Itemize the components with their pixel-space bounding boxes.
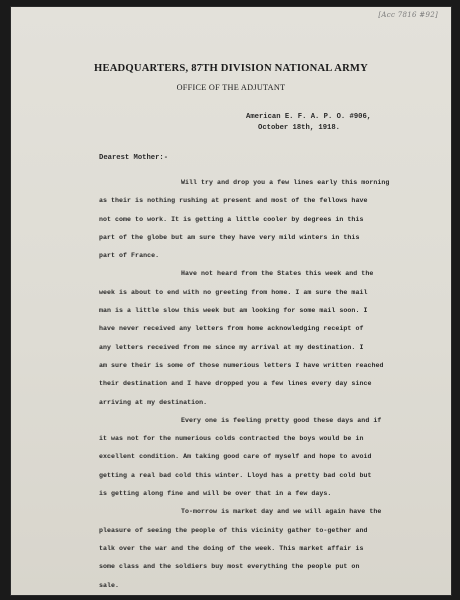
letter-date: October 18th, 1918. — [258, 124, 340, 132]
body-line: arriving at my destination. — [99, 398, 208, 406]
body-line: talk over the war and the doing of the week. This market affair is — [99, 544, 364, 552]
body-line: Have not heard from the States this week and the — [181, 270, 374, 278]
body-line: getting a real bad cold this winter. Lloyd has a pretty bad cold but — [99, 471, 372, 479]
address-line: American E. F. A. P. O. #906, — [246, 113, 372, 121]
body-line: To-morrow is market day and we will again have the — [181, 508, 382, 516]
body-line: pleasure of seeing the people of this vicinity gather to-gether and — [99, 526, 368, 534]
body-line: some class and the soldiers buy most everything the people put on — [99, 563, 360, 571]
letter-page — [10, 6, 452, 596]
body-line: Will try and drop you a few lines early this morning — [181, 179, 390, 186]
body-line: as their is nothing rushing at present and most of the fellows have — [99, 197, 368, 205]
letterhead-subtitle: OFFICE OF THE ADJUTANT — [176, 83, 286, 92]
address-block — [246, 112, 371, 134]
body-line: have never received any letters from home acknowledging receipt of — [99, 325, 364, 333]
body-line: any letters received from me since my arrival at my destination. I — [99, 343, 364, 351]
body-line: week is about to end with no greeting from home. I am sure the mail — [99, 288, 368, 296]
body-line: am sure their is some of those numerious letters I have written reached — [99, 361, 384, 369]
body-line: is getting along fine and will be over that in a few days. — [99, 490, 332, 498]
body-line: their destination and I have dropped you a few lines every day since — [99, 380, 372, 388]
body-line: not come to work. It is getting a little cooler by degrees in this — [99, 215, 364, 223]
salutation: Dearest Mother:- — [99, 154, 169, 162]
body-line: excellent condition. Am taking good care of myself and hope to avoid — [99, 453, 372, 461]
body-line: man is a little slow this week but am looking for some mail soon. I — [99, 307, 368, 315]
body-line: Every one is feeling pretty good these days and if — [181, 416, 382, 424]
letterhead-title: HEADQUARTERS, 87TH DIVISION NATIONAL ARMY — [94, 63, 368, 74]
body-line: part of the globe but am sure they have very mild winters in this — [99, 233, 360, 241]
body-line: part of France. — [99, 252, 160, 260]
body-line: it was not for the numerious colds contracted the boys would be in — [99, 435, 364, 443]
archive-note: [Acc 7816 #92] — [378, 11, 438, 19]
body-line: sale. — [99, 581, 120, 589]
letter-body — [99, 174, 407, 595]
